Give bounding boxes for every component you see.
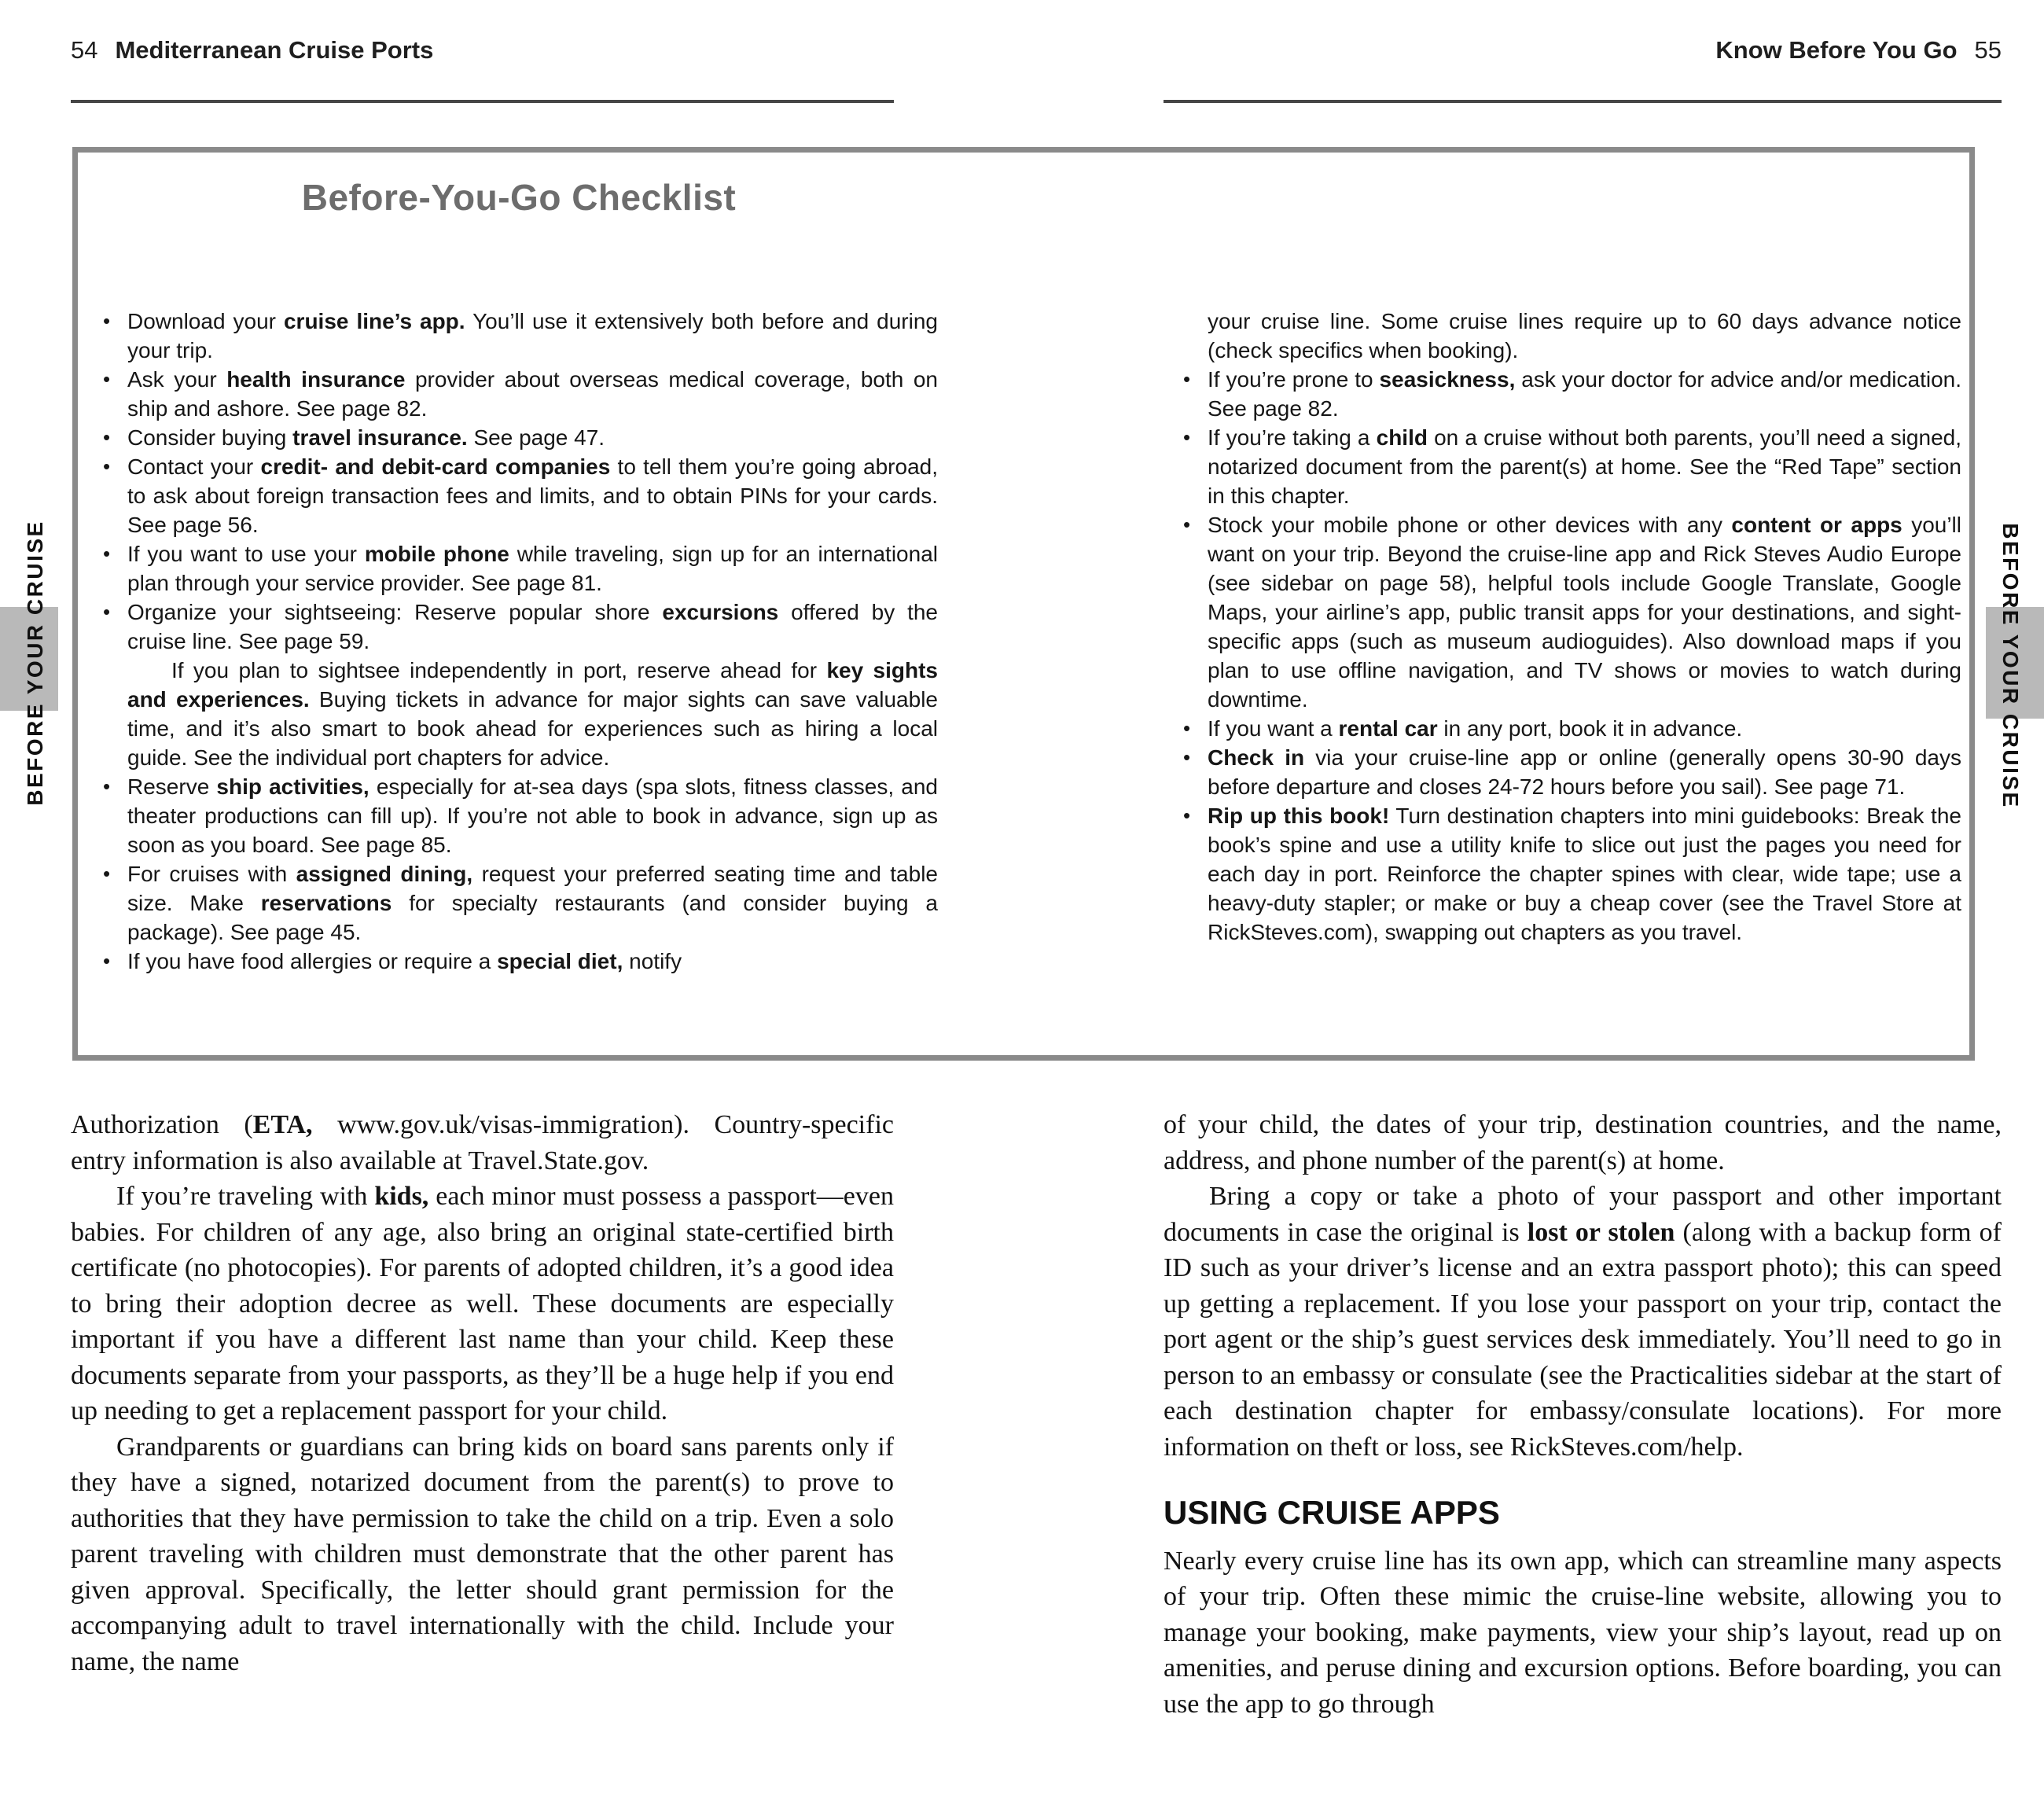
checklist-item — [1178, 801, 1961, 947]
bullet-icon: • — [103, 862, 111, 885]
bullet-icon: • — [1183, 804, 1191, 827]
bullet-icon: • — [103, 542, 111, 565]
checklist-item-text: Consider buying travel insurance. See page 47. — [127, 425, 605, 450]
checklist-item — [98, 859, 938, 947]
checklist-item-text: Download your cruise line’s app. You’ll use it extensively both before and during your trip. — [127, 309, 938, 362]
checklist-item-text: Stock your mobile phone or other devices with any content or apps you’ll want on your trip. Beyond the cruise-line app and Rick Steves Audio Europe (see sidebar on page 58), helpful tools include Google Translate, Google Maps, your airline’s app, public transit apps for your destinations, and sight-specific apps (such as museum audioguides). Also download maps if you plan to use offline navigation, and TV shows or movies to watch during downtime. — [1208, 513, 1961, 712]
chapter-tab-label-right: BEFORE YOUR CRUISE — [1998, 523, 2023, 809]
checklist-item-text: Check in via your cruise-line app or online (generally opens 30-90 days before departure and closes 24-72 hours before you sail). See page 71. — [1208, 745, 1961, 799]
bullet-icon: • — [1183, 745, 1191, 769]
checklist-item — [98, 598, 938, 656]
bullet-icon: • — [103, 309, 111, 333]
checklist-item — [98, 423, 938, 452]
page-number-left: 54 — [71, 36, 98, 64]
bullet-icon: • — [103, 774, 111, 798]
header-rule-right — [1164, 100, 2002, 103]
header-rule-left — [71, 100, 894, 103]
checklist-item-text: If you’re taking a child on a cruise without both parents, you’ll need a signed, notarized document from the parent(s) at home. See the “Red Tape” section in this chapter. — [1208, 425, 1961, 508]
checklist-item-text: If you want a rental car in any port, book it in advance. — [1208, 716, 1743, 741]
bullet-icon: • — [1183, 716, 1191, 740]
checklist-item-text: Organize your sightseeing: Reserve popular shore excursions offered by the cruise line. See page 59. — [127, 600, 938, 653]
body-column-left — [71, 1107, 894, 1679]
body-paragraph: of your child, the dates of your trip, destination countries, and the name, address, and phone number of the parent(s) at home. — [1164, 1110, 2002, 1175]
checklist-item — [98, 452, 938, 539]
checklist-item — [1178, 714, 1961, 743]
checklist-sidebar-box — [72, 147, 1975, 1061]
body-paragraph: Grandparents or guardians can bring kids on board sans parents only if they have a signed, notarized document from the parent(s) to prove to authorities that they have permission to take the child on a trip. Even a solo parent traveling with children must demonstrate that the other parent has given approval. Specifically, the letter should grant permission for the accompanying adult to travel internationally with the child. Include your name, the name — [71, 1432, 894, 1676]
body-paragraph: Bring a copy or take a photo of your passport and other important documents in case the original is lost or stolen (along with a backup form of ID such as your driver’s license and an extra passport photo); this can speed up getting a replacement. If you lose your passport on your trip, contact the port agent or the ship’s guest services desk immediately. You’ll need to go in person to an embassy or consulate (see the Practicalities sidebar at the start of each destination chapter for embassy/consulate locations). For more information on theft or loss, see RickSteves.com/help. — [1164, 1182, 2002, 1462]
checklist-item-text: For cruises with assigned dining, request your preferred seating time and table size. Make reservations for specialty restaurants (and consider buying a package). See page 45. — [127, 862, 939, 944]
body-paragraph: Authorization (ETA, www.gov.uk/visas-immigration). Country-specific entry information is also available at Travel.State.gov. — [71, 1110, 894, 1175]
chapter-tab-label-left: BEFORE YOUR CRUISE — [23, 520, 47, 806]
checklist-item-text: Contact your credit- and debit-card companies to tell them you’re going abroad, to ask about foreign transaction fees and limits, and to obtain PINs for your cards. See page 56. — [127, 454, 938, 537]
page-number-right: 55 — [1974, 36, 2002, 64]
checklist-columns — [98, 307, 1961, 976]
checklist-item — [1178, 510, 1961, 714]
checklist-item — [1178, 423, 1961, 510]
checklist-item — [98, 307, 938, 365]
bullet-icon: • — [103, 367, 111, 391]
body-paragraph: If you’re traveling with kids, each minor must possess a passport—even babies. For children of any age, also bring an original state-certified birth certificate (no photocopies). For parents of adopted children, it’s a good idea to bring their adoption decree as well. These documents are especially important if you have a different last name than your child. Keep these documents separate from your passports, as they’ll be a huge help if you end up needing to get a replacement passport for your child. — [71, 1182, 894, 1425]
checklist-item-text: Rip up this book! Turn destination chapters into mini guidebooks: Break the book’s spine and use a utility knife to slice out just the pages you need for each day in port. Reinforce the chapter spines with clear, wide tape; use a heavy-duty stapler; or make or buy a cheap cover (see the Travel Store at RickSteves.com), swapping out chapters as you travel. — [1208, 804, 1961, 944]
body-column-right — [1164, 1107, 2002, 1722]
checklist-continuation: your cruise line. Some cruise lines require up to 60 days advance notice (check specifics when booking). — [1208, 309, 1961, 362]
checklist-item-text: Reserve ship activities, especially for at-sea days (spa slots, fitness classes, and theater productions can fill up). If you’re not able to book in advance, sign up as soon as you board. See page 85. — [127, 774, 938, 857]
bullet-icon: • — [1183, 513, 1191, 536]
section-heading: USING CRUISE APPS — [1164, 1494, 1500, 1531]
bullet-icon: • — [103, 425, 111, 449]
bullet-icon: • — [103, 949, 111, 973]
checklist-item — [98, 365, 938, 423]
checklist-item — [98, 772, 938, 859]
checklist-continuation: If you plan to sightsee independently in port, reserve ahead for key sights and experiences. Buying tickets in advance for major sights can save valuable time, and it’s also smart to book ahead for experiences such as hiring a local guide. See the individual port chapters for advice. — [127, 658, 938, 770]
checklist-item-text: If you want to use your mobile phone while traveling, sign up for an international plan through your service provider. See page 81. — [127, 542, 938, 595]
checklist-item — [98, 539, 938, 598]
bullet-icon: • — [1183, 425, 1191, 449]
running-head-right — [1715, 36, 2002, 64]
checklist-item-text: If you’re prone to seasickness, ask your doctor for advice and/or medication. See page 82. — [1208, 367, 1961, 421]
body-paragraph: Nearly every cruise line has its own app, which can streamline many aspects of your trip. Often these mimic the cruise-line website, allowing you to manage your booking, make payments, view your ship’s layout, read up on amenities, and peruse dining and excursion options. Before boarding, you can use the app to go through — [1164, 1546, 2002, 1719]
checklist-item — [1178, 365, 1961, 423]
checklist-item — [98, 947, 938, 976]
bullet-icon: • — [103, 454, 111, 478]
running-head-right-title: Know Before You Go — [1715, 36, 1958, 64]
checklist-column-left — [98, 307, 938, 976]
checklist-item — [1178, 743, 1961, 801]
running-head-left-title: Mediterranean Cruise Ports — [115, 36, 434, 64]
checklist-title: Before-You-Go Checklist — [301, 177, 737, 218]
checklist-column-right — [1178, 307, 1961, 976]
checklist-item-text: Ask your health insurance provider about overseas medical coverage, both on ship and ashore. See page 82. — [127, 367, 938, 421]
bullet-icon: • — [1183, 367, 1191, 391]
running-head-left — [71, 36, 433, 64]
bullet-icon: • — [103, 600, 111, 623]
checklist-item-text: If you have food allergies or require a special diet, notify — [127, 949, 682, 973]
